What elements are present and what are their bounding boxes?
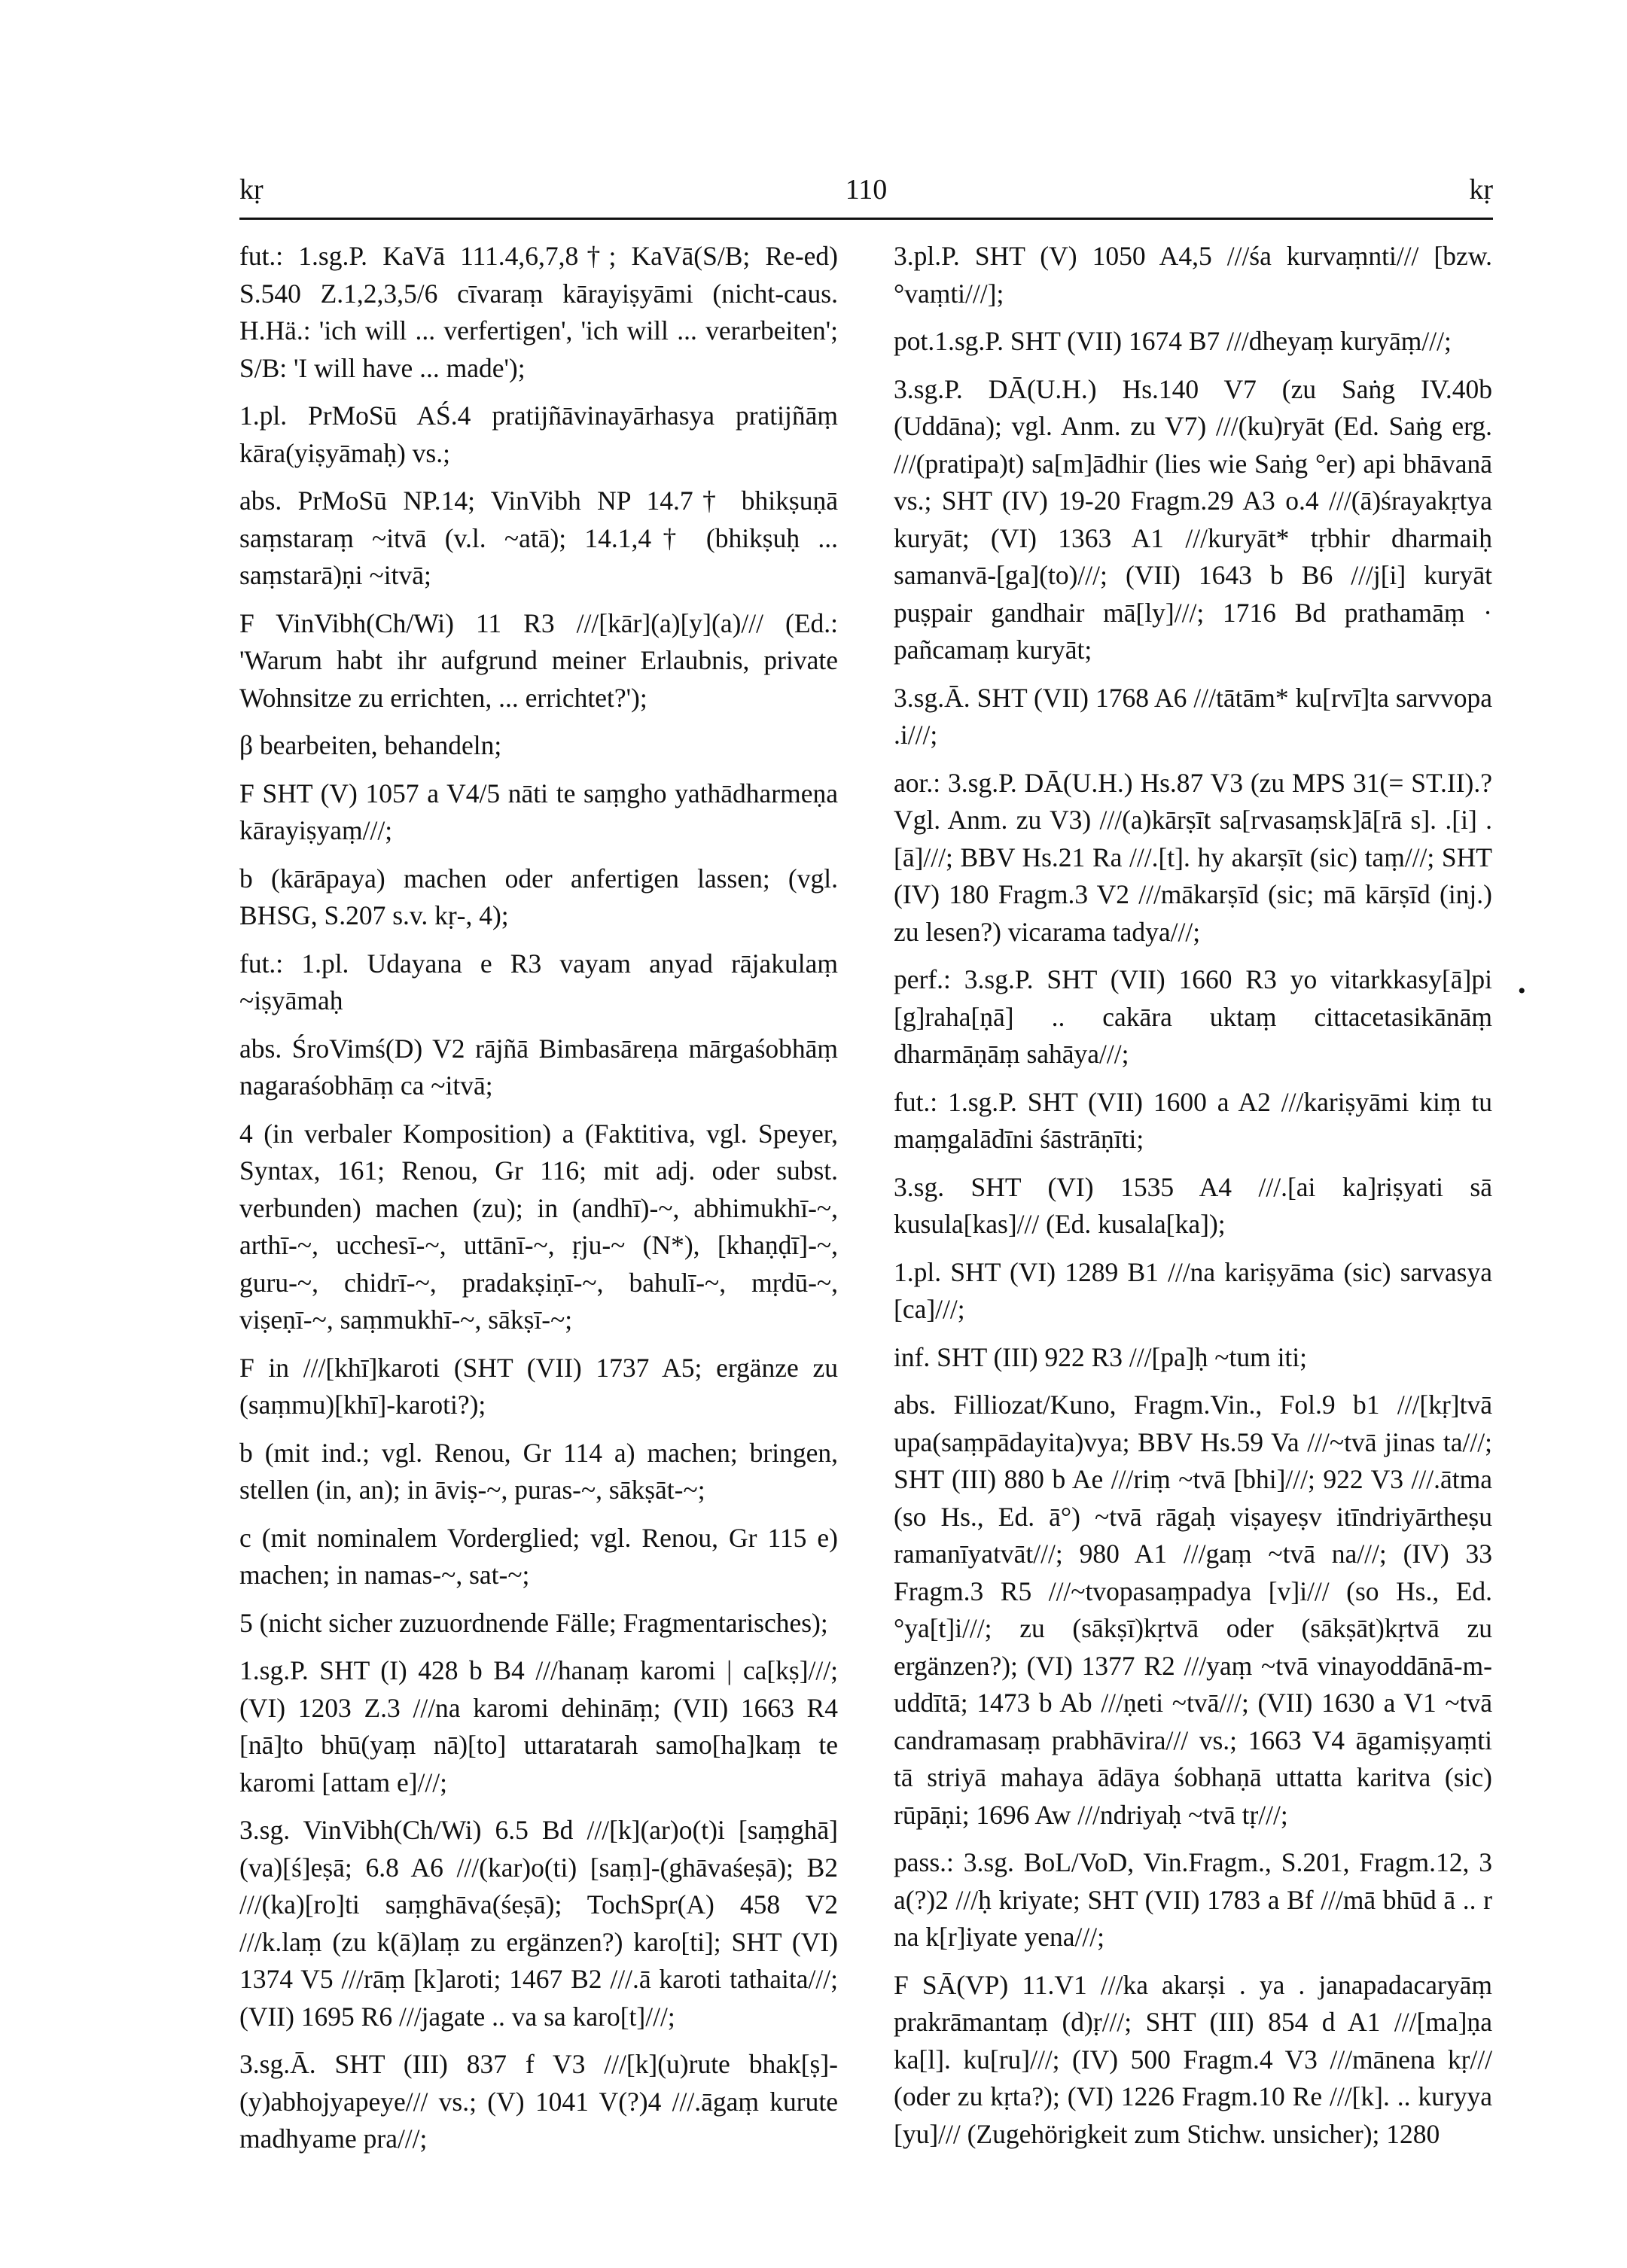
entry-paragraph: F SĀ(VP) 11.V1 ///ka akarṣi . ya . janapadacaryāṃ prakrāmantaṃ (d)ṛ///; SHT (III) 854 d A1 ///[ma]ṇa ka[l]. ku[ru]///; (IV) 500 Fragm.4 V3 ///mānena kṛ/// (oder zu kṛta?); (VI) 1226 Fragm.10 Re ///[k]. .. kuryya [yu]/// (Zugehörigkeit zum Stichw. unsicher); 1280 [894, 1969, 1492, 2149]
entry-paragraph: 3.sg. SHT (VI) 1535 A4 ///.[ai ka]riṣyati sā kusula[kas]/// (Ed. kusala[ka]); [894, 1171, 1492, 1239]
entry-paragraph: fut.: 1.pl. Udayana e R3 vayam anyad rājakulaṃ ~iṣyāmaḥ [239, 948, 838, 1015]
entry-paragraph: β bearbeiten, behandeln; [239, 730, 502, 760]
entry-paragraph: abs. Filliozat/Kuno, Fragm.Vin., Fol.9 b1 ///[kṛ]tvā upa(saṃpādayita)vya; BBV Hs.59 Va ///~tvā jinas ta///; SHT (III) 880 b Ae ///riṃ ~tvā [bhi]///; 922 V3 ///.ātma (so Hs., Ed. ā°) ~tvā rāgaḥ viṣayeṣv itīndriyārtheṣu ramanīyatvāt///; 980 A1 ///gaṃ ~tvā na///; (IV) 33 Fragm.3 R5 ///~tvopasaṃpadya [v]i/// (so Hs., Ed. °ya[t]i///; zu (sākṣī)kṛtvā oder (sākṣāt)kṛtvā zu ergänzen?); (VI) 1377 R2 ///yaṃ ~tvā vinayoddānā-m-uddītā; 1473 b Ab ///ṇeti ~tvā///; (VII) 1630 a V1 ~tvā candramasaṃ prabhāvira/// vs.; 1663 V4 āgamiṣyaṃti tā striyā mahaya ādāya śobhaṇā uttatta karitva (sic) rūpāṇi; 1696 Aw ///ndriyaḥ ~tvā tṛ///; [894, 1390, 1492, 1830]
page-number: 110 [845, 174, 888, 205]
entry-paragraph: 3.pl.P. SHT (V) 1050 A4,5 ///śa kurvaṃnti/// [bzw. °vaṃti///]; [894, 241, 1492, 309]
entry-paragraph: fut.: 1.sg.P. SHT (VII) 1600 a A2 ///kariṣyāmi kiṃ tu maṃgalādīni śāstrāṇīti; [894, 1086, 1492, 1154]
entry-paragraph: abs. ŚroVimś(D) V2 rājñā Bimbasāreṇa mārgaśobhāṃ nagaraśobhāṃ ca ~itvā; [239, 1033, 838, 1101]
right-column [894, 238, 1492, 2163]
entry-paragraph: F in ///[khī]karoti (SHT (VII) 1737 A5; ergänze zu (saṃmu)[khī]-karoti?); [239, 1352, 838, 1420]
entry-paragraph: fut.: 1.sg.P. KaVā 111.4,6,7,8†; KaVā(S/B; Re-ed) S.540 Z.1,2,3,5/6 cīvaraṃ kārayiṣyāmi (nicht-caus. H.Hä.: 'ich will ... verfertigen', 'ich will ... verarbeiten'; S/B: 'I will have ... made'); [239, 241, 838, 383]
entry-paragraph: pot.1.sg.P. SHT (VII) 1674 B7 ///dheyaṃ kuryāṃ///; [894, 326, 1452, 356]
headword-left: kṛ [239, 174, 264, 205]
entry-paragraph: 1.sg.P. SHT (I) 428 b B4 ///hanaṃ karomi | ca[kṣ]///; (VI) 1203 Z.3 ///na karomi dehināṃ; (VII) 1663 R4 [nā]to bhū(yaṃ nā)[to] uttaratarah samo[ha]kaṃ te karomi [attam e]///; [239, 1655, 838, 1798]
header-rule [239, 218, 1493, 220]
entry-paragraph: 5 (nicht sicher zuzuordnende Fälle; Fragmentarisches); [239, 1607, 828, 1638]
entry-paragraph: 3.sg. VinVibh(Ch/Wi) 6.5 Bd ///[k](ar)o(t)i [saṃghā](va)[ś]eṣā; 6.8 A6 ///(kar)o(ti) [saṃ]-(ghāvaśeṣā); B2 ///(ka)[ro]ti saṃghāva(śeṣā); TochSpr(A) 458 V2 ///k.laṃ (zu k(ā)laṃ zu ergänzen?) karo[ti]; SHT (VI) 1374 V5 ///rāṃ [k]aroti; 1467 B2 ///.ā karoti tathaita///; (VII) 1695 R6 ///jagate .. va sa karo[t]///; [239, 1815, 838, 2032]
entry-paragraph: 4 (in verbaler Komposition) a (Faktitiva, vgl. Speyer, Syntax, 161; Renou, Gr 116; mit adj. oder subst. verbunden) machen (zu); in (andhī)-~, abhimukhī-~, arthī-~, ucchesī-~, uttānī-~, ṛju-~ (N*), [khaṇḍī]-~, guru-~, chidrī-~, pradakṣiṇī-~, bahulī-~, mṛdū-~, viṣeṇī-~, saṃmukhī-~, sākṣī-~; [239, 1118, 838, 1335]
entry-paragraph: 1.pl. SHT (VI) 1289 B1 ///na kariṣyāma (sic) sarvasya [ca]///; [894, 1256, 1492, 1324]
entry-paragraph: abs. PrMoSū NP.14; VinVibh NP 14.7† bhikṣuṇā saṃstaraṃ ~itvā (v.l. ~atā); 14.1,4† (bhikṣuḥ ... saṃstarā)ṇi ~itvā; [239, 486, 838, 590]
entry-paragraph: F VinVibh(Ch/Wi) 11 R3 ///[kār](a)[y](a)/// (Ed.: 'Warum habt ihr aufgrund meiner Erlaubnis, private Wohnsitze zu errichten, ... errichtet?'); [239, 607, 838, 713]
entry-paragraph: 3.sg.P. DĀ(U.H.) Hs.140 V7 (zu Saṅg IV.40b (Uddāna); vgl. Anm. zu V7) ///(ku)ryāt (Ed. Saṅg erg. ///(pratipa)t) sa[m]ādhir (lies wie Saṅg °er) api bhāvanā vs.; SHT (IV) 19-20 Fragm.29 A3 o.4 ///(ā)śrayakṛtya kuryāt; (VI) 1363 A1 ///kuryāt* tṛbhir dharmaiḥ samanvā-[ga](to)///; (VII) 1643 b B6 ///j[i] kuryāt puṣpair gandhair mā[ly]///; 1716 Bd prathamāṃ · pañcamaṃ kuryāt; [894, 373, 1492, 665]
entry-paragraph: F SHT (V) 1057 a V4/5 nāti te saṃgho yathādharmeṇa kārayiṣyaṃ///; [239, 778, 838, 845]
entry-paragraph: c (mit nominalem Vorderglied; vgl. Renou, Gr 115 e) machen; in namas-~, sat-~; [239, 1522, 838, 1590]
left-column [239, 238, 838, 2169]
entry-paragraph: 1.pl. PrMoSū AŚ.4 pratijñāvinayārhasya pratijñāṃ kāra(yiṣyāmaḥ) vs.; [239, 400, 838, 468]
margin-bullet-mark: • [1518, 979, 1526, 1003]
entry-paragraph: perf.: 3.sg.P. SHT (VII) 1660 R3 yo vitarkkasy[ā]pi [g]raha[ṇā] .. cakāra uktaṃ cittacetasikānāṃ dharmāṇāṃ sahāya///; [894, 964, 1492, 1069]
entry-paragraph: aor.: 3.sg.P. DĀ(U.H.) Hs.87 V3 (zu MPS 31(= ST.II).? Vgl. Anm. zu V3) ///(a)kārṣīt sa[rvasaṃsk]ā[rā s]. .[i] .[ā]///; BBV Hs.21 Ra ///.[t]. hy akarṣīt (sic) taṃ///; SHT (IV) 180 Fragm.3 V2 ///mākarṣīd (sic; mā kārṣīd (inj.) zu lesen?) vicarama tadya///; [894, 767, 1492, 947]
entry-paragraph: 3.sg.Ā. SHT (III) 837 f V3 ///[k](u)rute bhak[ṣ]-(y)abhojyapeye/// vs.; (V) 1041 V(?)4 ///.āgaṃ kurute madhyame pra///; [239, 2049, 838, 2154]
entry-paragraph: pass.: 3.sg. BoL/VoD, Vin.Fragm., S.201, Fragm.12, 3 a(?)2 ///ḥ kriyate; SHT (VII) 1783 a Bf ///mā bhūd ā .. r na k[r]iyate yena///; [894, 1847, 1492, 1952]
headword-right: kṛ [1469, 174, 1493, 205]
entry-paragraph: b (kārāpaya) machen oder anfertigen lassen; (vgl. BHSG, S.207 s.v. kṛ-, 4); [239, 863, 838, 930]
entry-paragraph: 3.sg.Ā. SHT (VII) 1768 A6 ///tātām* ku[rvī]ta sarvvopa .i///; [894, 682, 1492, 750]
entry-paragraph: b (mit ind.; vgl. Renou, Gr 114 a) machen; bringen, stellen (in, an); in āviṣ-~, puras-~, sākṣāt-~; [239, 1437, 838, 1505]
entry-paragraph: inf. SHT (III) 922 R3 ///[pa]ḥ ~tum iti; [894, 1341, 1308, 1372]
running-header [239, 173, 1493, 218]
